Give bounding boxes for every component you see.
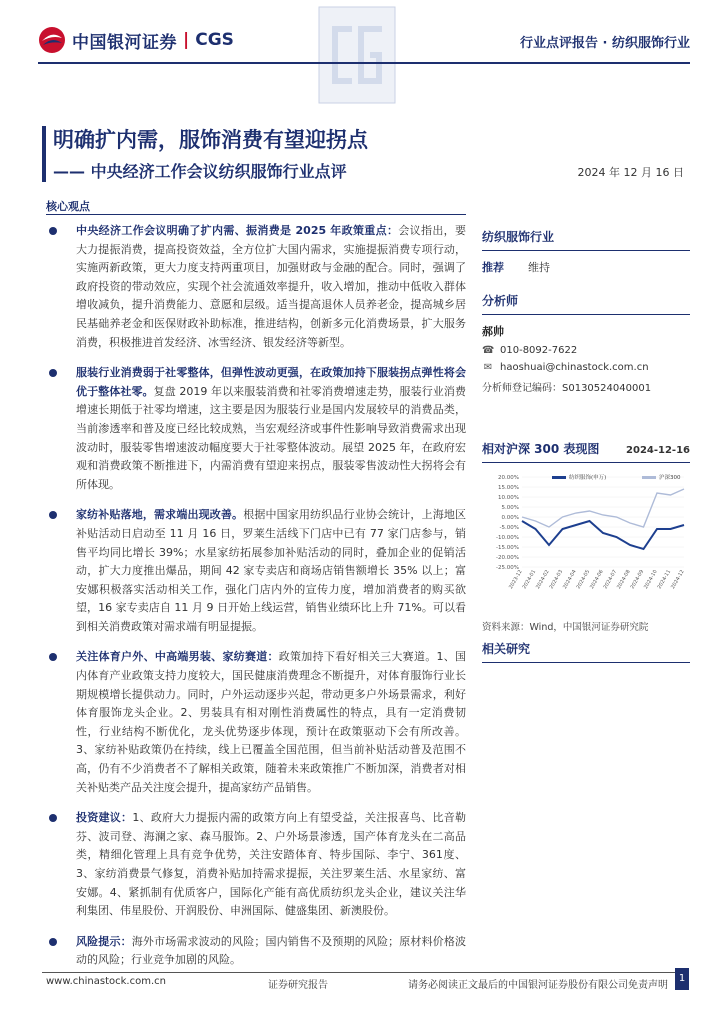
- bullet-body: 复盘 2019 年以来服装消费和社零消费增速走势，服装行业消费增速长期低于社零均增速，这主要是因为服装行业是国内发展较早的消费品类，当前渗透率和普及度已经比较成熟，当宏观经济或事件性影响导致消费需求出现波动时，服装零售增速波动幅度要大于社零整体波动。展望 2025 年，在政府宏观和消费政策不断推进下，内需消费有望迎来拐点，服装零售波动性大拐将会有所体现。: [76, 384, 466, 491]
- performance-chart-block: [482, 440, 690, 633]
- analyst-block: [482, 292, 690, 394]
- list-item: [48, 222, 466, 352]
- bullet-icon: [49, 938, 57, 946]
- list-item: [48, 933, 466, 970]
- cgs-logo-icon: [38, 26, 66, 54]
- analyst-name: 郝帅: [482, 325, 504, 338]
- footer-site[interactable]: www.chinastock.com.cn: [46, 976, 166, 987]
- bullet-icon: [49, 511, 57, 519]
- list-item: [48, 364, 466, 494]
- core-views-label: 核心观点: [46, 200, 90, 213]
- report-date: 2024 年 12 月 16 日: [577, 166, 684, 179]
- list-item: [48, 648, 466, 797]
- rating-label: 推荐: [482, 261, 504, 274]
- bullet-icon: [49, 227, 57, 235]
- legend-label: 纺织服饰(申万): [569, 475, 607, 481]
- related-research-block: [482, 640, 690, 663]
- x-tick-label: 2024-03: [548, 569, 565, 591]
- y-tick-label: -25.00%: [496, 565, 519, 571]
- x-tick-label: 2023-12: [508, 569, 524, 591]
- bullet-lead: 中央经济工作会议明确了扩内需、振消费是 2025 年政策重点：: [76, 224, 399, 237]
- bullet-body: 海外市场需求波动的风险；国内销售不及预期的风险；原材料价格波动的风险；行业竞争加剧的风险。: [76, 934, 467, 967]
- bullet-body: 会议指出，要大力提振消费，提高投资效益，全方位扩大国内需求，实施提振消费专项行动，实施两新政策，更大力度支持两重项目，加强财政与金融的配合。同时，强调了政府投资的带动效应，实现个社会流通效率提升，收入增加，推动中低收入群体增收减负，提升消费能力、意愿和层级。适当提高退休人员养老金，提高城乡居民基础养老金和医保财政补助标准，推进结构，创新多元化消费场景，扩大服务消费，积极推进首发经济、冰雪经济、银发经济等新型。: [76, 224, 467, 349]
- y-tick-label: 15.00%: [498, 485, 519, 491]
- bullet-lead: 家纺补贴落地，需求端出现改善。: [76, 508, 244, 522]
- analyst-header: 分析师: [482, 292, 690, 315]
- rating-value: 维持: [528, 261, 550, 274]
- bullet-body: 1、政府大力提振内需的政策方向上有望受益，关注报喜鸟、比音勒芬、波司登、海澜之家、森马服饰。2、户外场景渗透，国产体育龙头在二高品类，精细化管理上具有竞争优势，关注安踏体育、特步国际、李宁、361度、3、家纺消费景气修复，消费补贴加持需求提振，关注罗莱生活、水星家纺、富安娜。4、紧抓制有优质客户，国际化产能有高优质纺织龙头企业，建议关注华利集团、伟星股份、开润股份、申洲国际、健盛集团、新澳股份。: [76, 811, 467, 918]
- legend-swatch: [642, 476, 656, 479]
- cert-text: 分析师登记编码：S0130524040001: [482, 383, 652, 394]
- x-tick-label: 2024-07: [602, 569, 619, 591]
- report-title: 明确扩内需，服饰消费有望迎拐点: [53, 128, 368, 152]
- x-tick-label: 2024-01: [521, 569, 538, 591]
- x-tick-label: 2024-04: [562, 569, 578, 591]
- bullet-body: 根据中国家用纺织品行业协会统计，上海地区补贴活动日启动至 11 月 16 日，罗莱生活线下门店中已有 77 家门店参与，销售平均同比增长 39%；水星家纺拓展参加补贴活动的同时，叠加企业的促销活动，扩大力度推出爆品，期间 42 家专卖店和商场店销售额增长 35% 以上；富安娜积极落实活动相关工作，强化门店内外的宣传力度，增加消费者的购买欲望，16 家专卖店自 11 月 9 日开始上线运营，销售业绩环比上升 71%。可以看到相关消费政策对需求端有明显提振。: [76, 508, 467, 633]
- x-tick-label: 2024-08: [616, 569, 632, 591]
- y-tick-label: 10.00%: [498, 495, 519, 501]
- bullet-lead: 风险提示：: [76, 934, 132, 948]
- list-item: [48, 506, 466, 636]
- y-tick-label: -20.00%: [496, 555, 519, 561]
- chart-title: 相对沪深 300 表现图: [482, 442, 600, 456]
- report-subtitle: —— 中央经济工作会议纺织服饰行业点评: [53, 162, 347, 181]
- industry-rating-block: [482, 228, 690, 275]
- bullet-lead: 投资建议：: [76, 811, 133, 825]
- y-tick-label: 20.00%: [498, 475, 519, 481]
- chart-header: [482, 440, 690, 463]
- header-divider: [38, 62, 690, 64]
- mail-icon: ✉: [483, 362, 493, 373]
- footer-disclaimer: 请务必阅读正文最后的中国银河证券股份有限公司免责声明: [408, 980, 668, 991]
- phone-icon: ☎: [482, 345, 495, 356]
- performance-chart: [482, 463, 690, 613]
- cgs-watermark-icon: [318, 6, 396, 104]
- bullet-icon: [49, 653, 57, 661]
- core-views-list: [48, 222, 466, 970]
- brand-separator: |: [183, 30, 190, 50]
- series-line: [522, 489, 684, 527]
- legend-label: 沪深300: [659, 475, 681, 481]
- phone-text: 010-8092-7622: [500, 345, 578, 356]
- y-tick-label: -10.00%: [496, 535, 519, 541]
- footer-divider: [42, 972, 682, 973]
- analyst-phone: [482, 345, 690, 356]
- related-header: 相关研究: [482, 640, 690, 663]
- x-tick-label: 2024-12: [670, 569, 686, 591]
- list-item: [48, 809, 466, 921]
- x-tick-label: 2024-10: [643, 569, 659, 591]
- x-tick-label: 2024-06: [589, 569, 605, 591]
- y-tick-label: 5.00%: [501, 505, 519, 511]
- x-tick-label: 2024-09: [629, 569, 646, 591]
- bullet-lead: 关注体育户外、中高端男装、家纺赛道：: [76, 650, 279, 664]
- y-tick-label: -5.00%: [499, 525, 519, 531]
- bullet-icon: [49, 814, 57, 822]
- bullet-lead: 服装行业消费弱于社零整体，但弹性波动更强，在政策加持下服装拐点弹性将会优于整体社零。: [76, 366, 466, 398]
- x-tick-label: 2024-05: [575, 569, 592, 591]
- brand-name-en: CGS: [195, 30, 234, 50]
- y-tick-label: -15.00%: [496, 545, 519, 551]
- bullet-body: 政策加持下看好相关三大赛道。1、国内体育产业政策支持力度较大，国民健康消费理念不断提升，对体育服饰行业长期规模增长提供动力。同时，户外运动逐步兴起，带动更多户外场景需求，利好体育服饰龙头企业。2、男装具有相对刚性消费属性的特点，具有一定消费韧性，行业结构不断优化，龙头优势逐步体现，预计在政策驱动下会有所改善。3、家纺补贴政策仍在持续，线上已覆盖全国范围，但当前补贴活动普及范围不高，仍有不少消费者不了解相关政策，随着未来政策推广不断加深，消费者对相关补贴类产品关注度会提升，提高家纺产品销售。: [76, 650, 466, 794]
- legend-swatch: [552, 476, 566, 479]
- bullet-icon: [49, 369, 57, 377]
- chart-date: 2024-12-16: [626, 445, 690, 456]
- report-type: 行业点评报告 · 纺织服饰行业: [520, 36, 690, 51]
- title-accent-bar: [42, 126, 46, 182]
- email-text[interactable]: haoshuai@chinastock.com.cn: [500, 362, 649, 373]
- brand-logo: [38, 22, 234, 58]
- analyst-email[interactable]: [482, 362, 690, 373]
- analyst-cert: [482, 379, 690, 394]
- footer-center: 证券研究报告: [268, 980, 328, 991]
- page-number: 1: [675, 968, 689, 990]
- core-views-divider: [46, 214, 466, 215]
- x-tick-label: 2024-11: [656, 569, 673, 591]
- industry-name: 纺织服饰行业: [482, 228, 690, 251]
- rating-row: [482, 259, 690, 275]
- x-tick-label: 2024-02: [535, 569, 551, 591]
- chart-source: 资料来源：Wind，中国银河证券研究院: [482, 622, 649, 633]
- brand-name-cn: 中国银河证券: [72, 32, 177, 53]
- y-tick-label: 0.00%: [501, 515, 519, 521]
